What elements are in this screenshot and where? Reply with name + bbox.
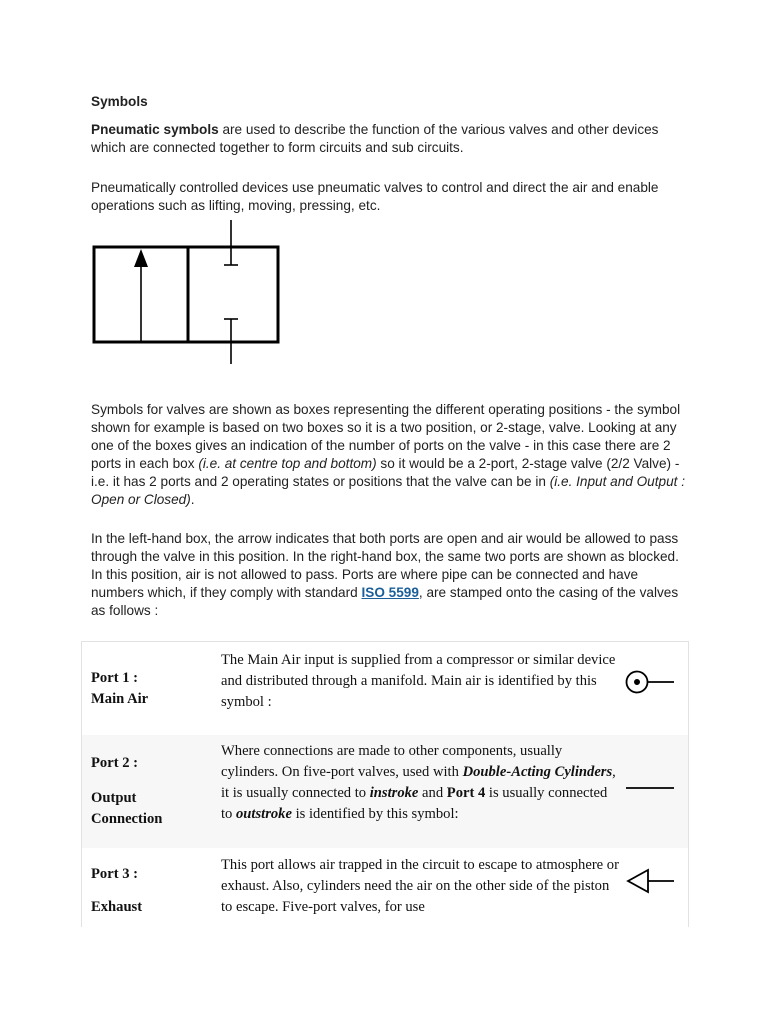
valve-symbols-paragraph: Symbols for valves are shown as boxes representing the different operating positions - the symbol shown for example is based on two boxes so it is a two position, or 2-stage, valve. Looking at any one of the boxes gives an indication of the number of ports on the valve - in this case there are 2 ports in each box (i.e. at centre top and bottom) so it would be a 2-port, 2-stage valve (2/2 Valve) - i.e. it has 2 ports and 2 operating states or positions that the valve can be in (i.e. Input and Output : Open or Closed). — [91, 402, 685, 507]
iso-5599-link[interactable]: ISO 5599 — [361, 585, 419, 600]
output-connection-symbol-icon — [622, 779, 678, 799]
section-heading: Symbols — [91, 94, 148, 109]
port-description: Where connections are made to other components, usually cylinders. On five-port valves, used with Double-Acting Cylinders, it is usually connected to instroke and Port 4 is usually connected to outstroke is identified by this symbol: — [221, 743, 616, 822]
table-row — [82, 642, 688, 735]
port-label: Port 2 : Output Connection — [91, 755, 163, 827]
port-description: This port allows air trapped in the circuit to escape to atmosphere or exhaust. Also, cylinders need the air on the other side of the piston to escape. Five-port valves, for use — [221, 857, 619, 915]
port-label: Port 3 : Exhaust — [91, 866, 143, 915]
main-air-symbol-icon — [622, 667, 678, 697]
port-description: The Main Air input is supplied from a compressor or similar device and distributed through a manifold. Main air is identified by this symbol : — [221, 652, 616, 710]
states-note: (i.e. Input and Output : Open or Closed) — [91, 474, 685, 507]
valve-outline — [94, 247, 278, 342]
ports-paragraph: In the left-hand box, the arrow indicates that both ports are open and air would be allowed to pass through the valve in this position. In the right-hand box, the same two ports are shown as blocked. In this position, air is not allowed to pass. Ports are where pipe can be connected and have numbers which, if they comply with standard ISO 5599, are stamped onto the casing of the valves as follows : — [91, 531, 679, 618]
port-label: Port 1 : Main Air — [91, 670, 149, 707]
table-row — [82, 735, 688, 848]
centre-note: (i.e. at centre top and bottom) — [198, 456, 377, 471]
flow-arrow-head-icon — [134, 249, 148, 267]
ports-table — [81, 641, 689, 927]
intro-bold-lead: Pneumatic symbols — [91, 122, 219, 137]
intro-rest: are used to describe the function of the various valves and other devices which are connected together to form circuits and sub circuits. — [91, 122, 659, 155]
exhaust-symbol-icon — [622, 865, 678, 897]
table-row — [82, 848, 688, 927]
devices-paragraph: Pneumatically controlled devices use pneumatic valves to control and direct the air and enable operations such as lifting, moving, pressing, etc. — [91, 180, 659, 213]
intro-paragraph — [91, 121, 686, 157]
two-two-valve-diagram — [88, 218, 288, 368]
